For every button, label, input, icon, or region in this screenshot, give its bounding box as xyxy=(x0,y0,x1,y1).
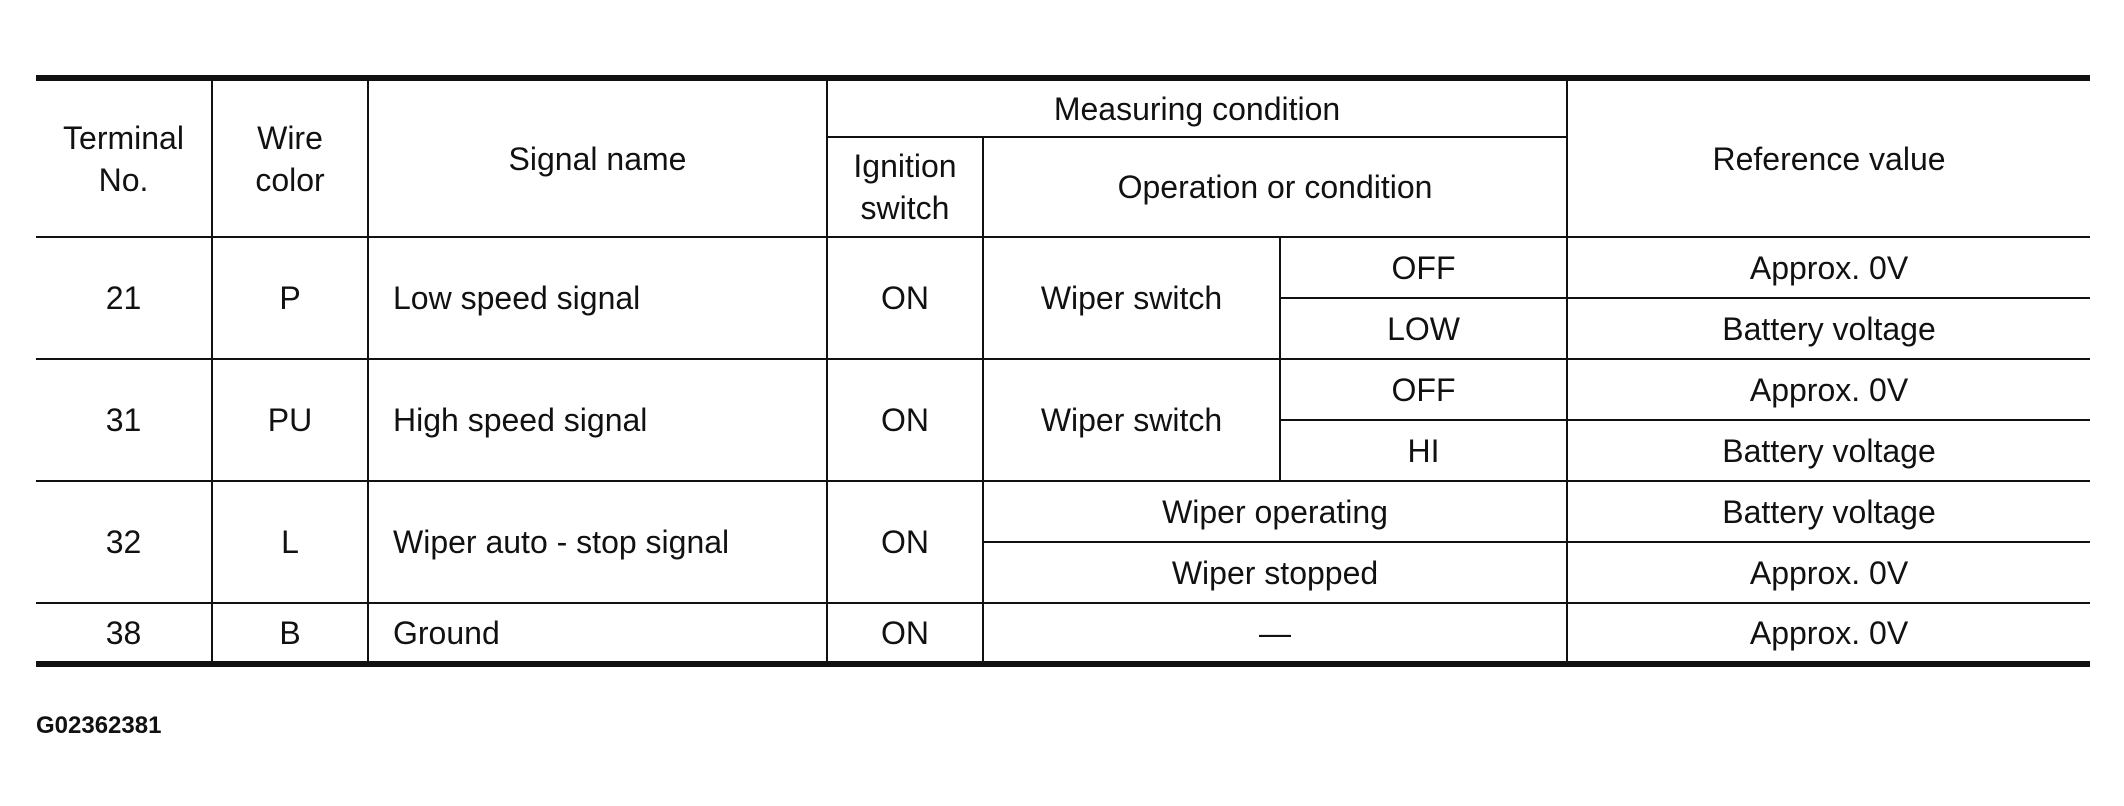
condition-cell: LOW xyxy=(1280,298,1567,359)
reference-value-cell: Battery voltage xyxy=(1567,420,2090,481)
reference-value-cell: Approx. 0V xyxy=(1567,542,2090,603)
signal-name-cell: Low speed signal xyxy=(368,237,827,359)
header-wire-color-text: Wire color xyxy=(255,119,325,198)
condition-cell: — xyxy=(983,603,1567,664)
ignition-cell: ON xyxy=(827,237,983,359)
ignition-cell: ON xyxy=(827,359,983,481)
header-ignition-switch xyxy=(827,137,983,237)
reference-value-cell: Approx. 0V xyxy=(1567,359,2090,420)
wire-color-cell: L xyxy=(212,481,368,603)
header-terminal-no xyxy=(36,78,212,237)
header-wire-color xyxy=(212,78,368,237)
header-measuring-condition: Measuring condition xyxy=(827,78,1567,137)
table-row xyxy=(36,603,2090,664)
wire-color-cell: P xyxy=(212,237,368,359)
header-operation-or-condition: Operation or condition xyxy=(983,137,1567,237)
signal-name-cell: Ground xyxy=(368,603,827,664)
terminal-cell: 38 xyxy=(36,603,212,664)
signal-name-cell: Wiper auto - stop signal xyxy=(368,481,827,603)
condition-cell: Wiper operating xyxy=(983,481,1567,542)
table-row xyxy=(36,359,2090,420)
terminal-reference-table-container xyxy=(36,75,2090,667)
operation-cell: Wiper switch xyxy=(983,359,1280,481)
condition-cell: OFF xyxy=(1280,359,1567,420)
condition-cell: HI xyxy=(1280,420,1567,481)
ignition-cell: ON xyxy=(827,603,983,664)
terminal-cell: 21 xyxy=(36,237,212,359)
header-ignition-switch-text: Ignition switch xyxy=(853,148,957,226)
figure-code-caption: G02362381 xyxy=(36,712,162,739)
reference-value-cell: Approx. 0V xyxy=(1567,237,2090,298)
ignition-cell: ON xyxy=(827,481,983,603)
terminal-cell: 31 xyxy=(36,359,212,481)
wire-color-cell: B xyxy=(212,603,368,664)
header-terminal-no-text: Terminal No. xyxy=(63,119,184,198)
terminal-cell: 32 xyxy=(36,481,212,603)
header-signal-name: Signal name xyxy=(368,78,827,237)
table-row xyxy=(36,237,2090,298)
header-row-1 xyxy=(36,78,2090,137)
header-reference-value: Reference value xyxy=(1567,78,2090,237)
terminal-reference-table xyxy=(36,75,2090,667)
reference-value-cell: Battery voltage xyxy=(1567,298,2090,359)
reference-value-cell: Battery voltage xyxy=(1567,481,2090,542)
wire-color-cell: PU xyxy=(212,359,368,481)
signal-name-cell: High speed signal xyxy=(368,359,827,481)
condition-cell: Wiper stopped xyxy=(983,542,1567,603)
condition-cell: OFF xyxy=(1280,237,1567,298)
operation-cell: Wiper switch xyxy=(983,237,1280,359)
reference-value-cell: Approx. 0V xyxy=(1567,603,2090,664)
table-row xyxy=(36,481,2090,542)
